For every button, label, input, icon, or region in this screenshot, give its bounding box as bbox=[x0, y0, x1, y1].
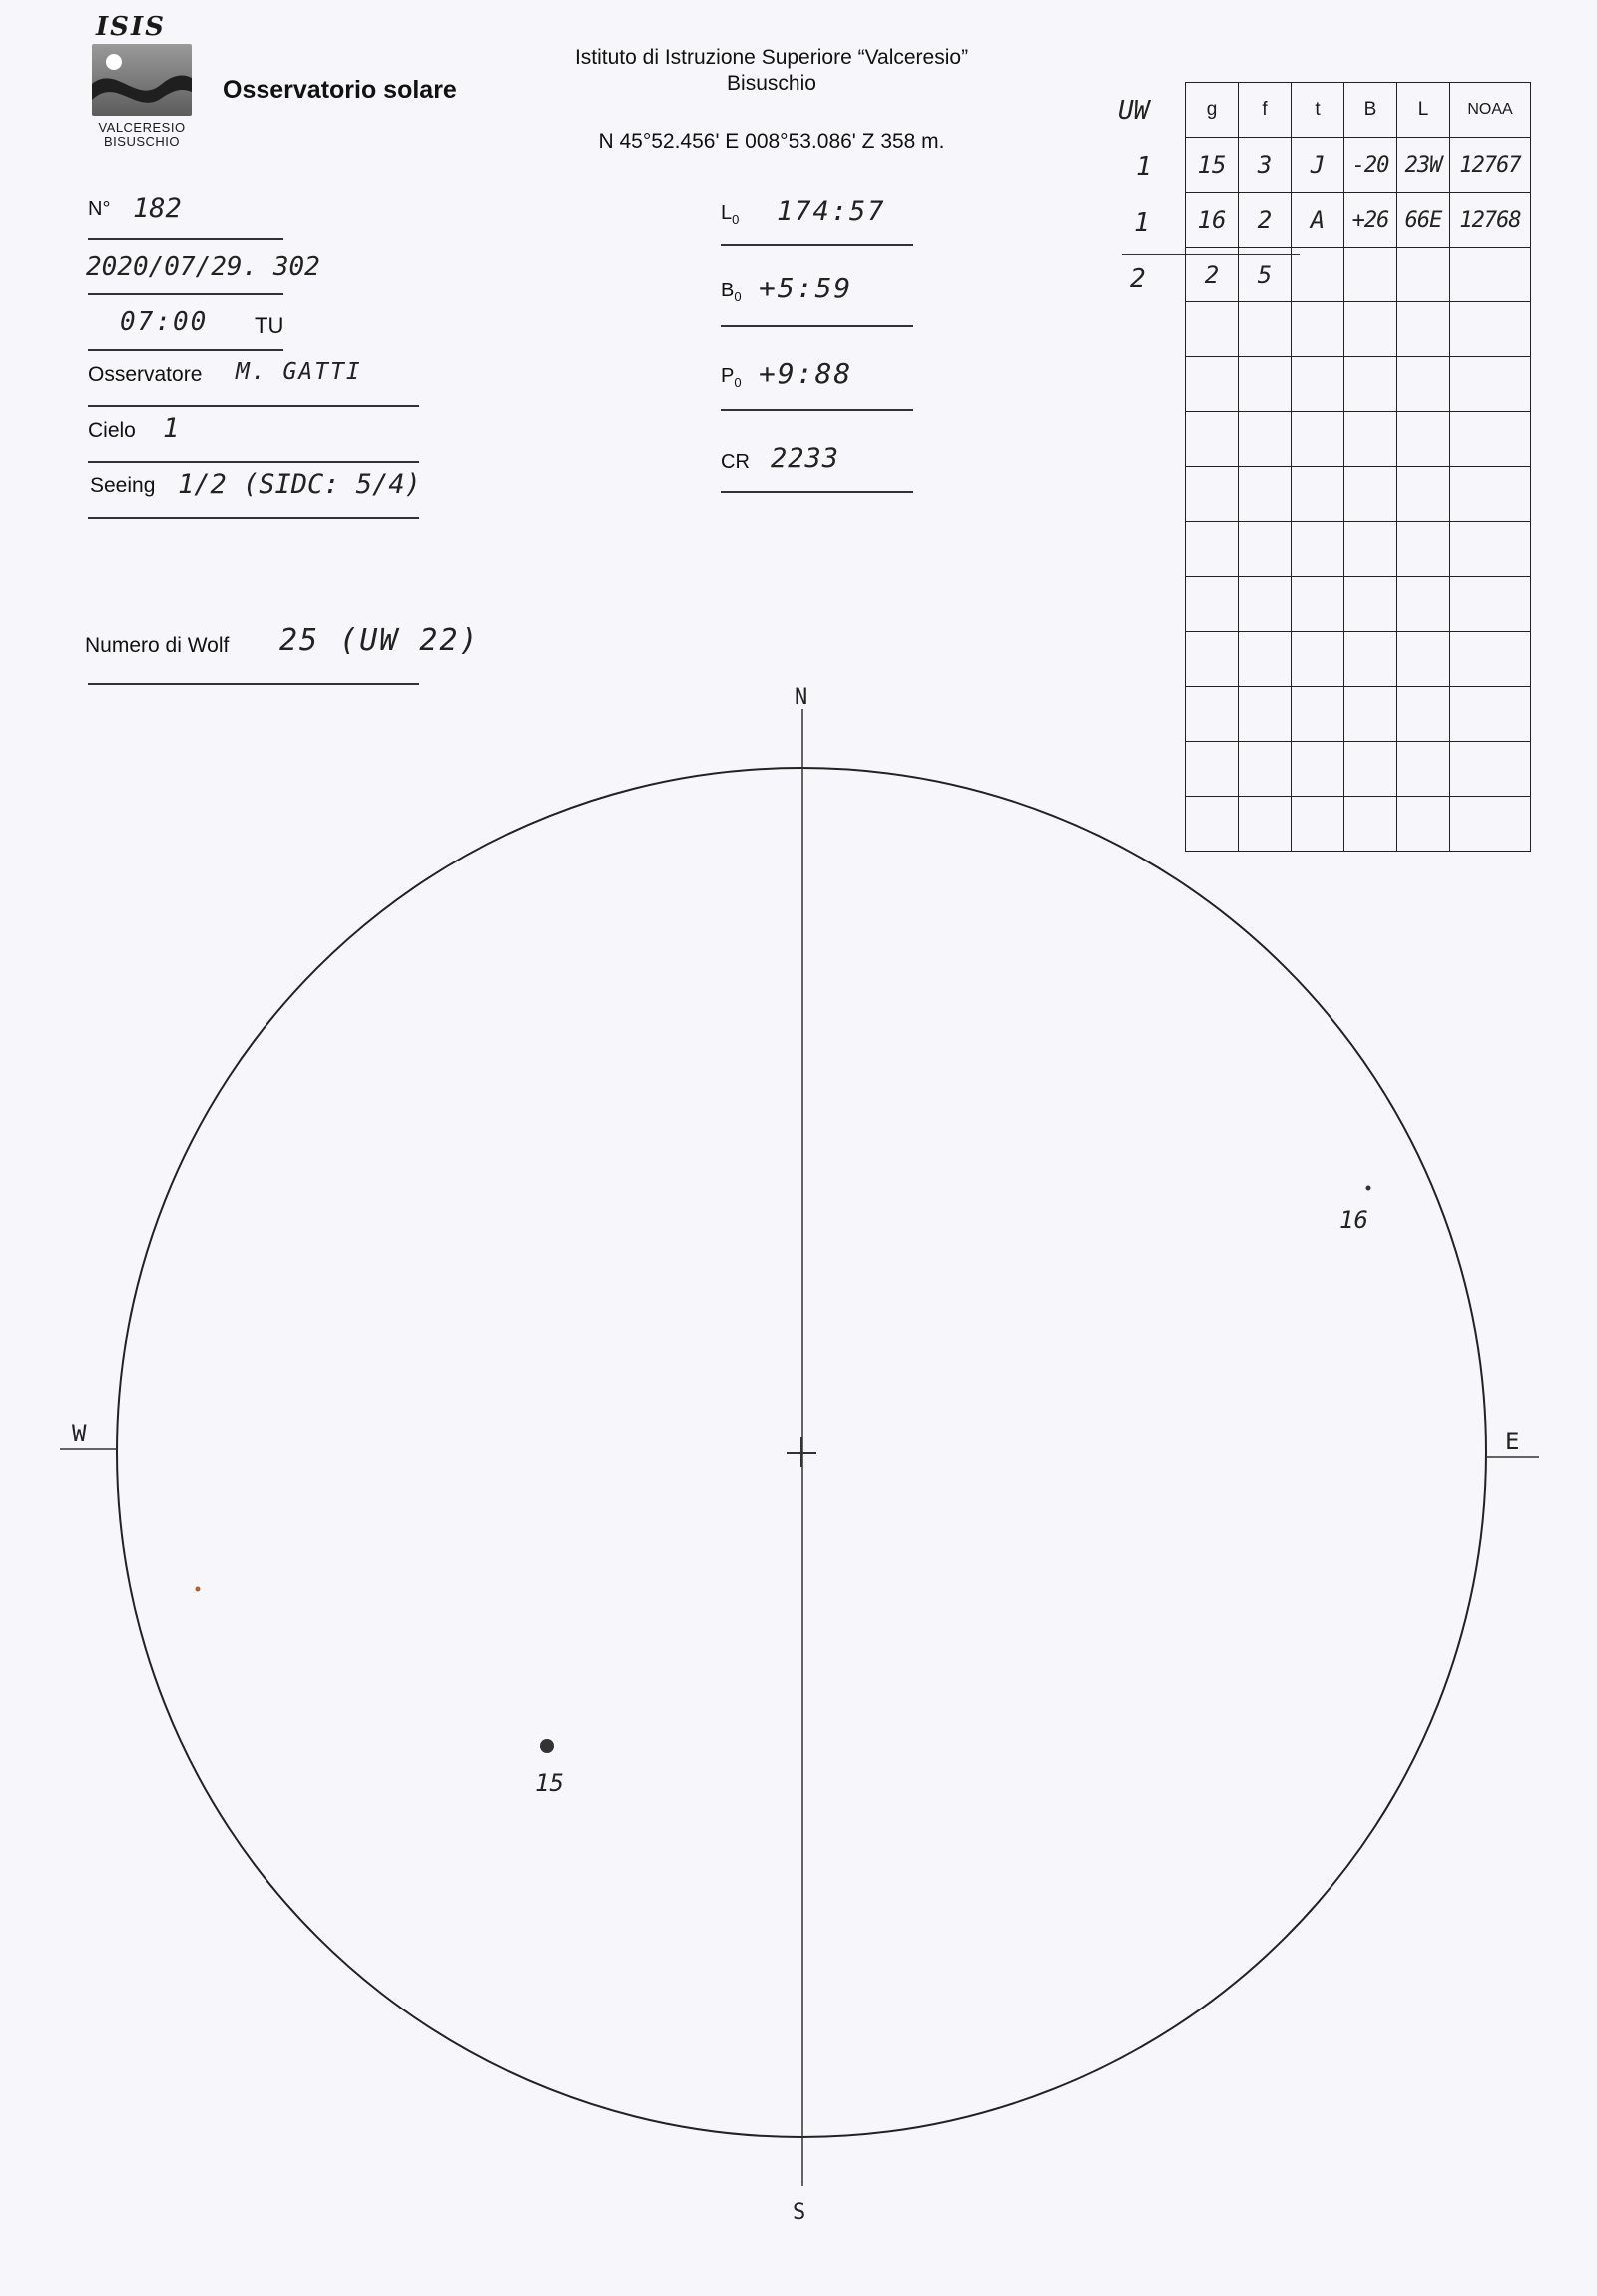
logo-line2: BISUSCHIO bbox=[103, 134, 180, 149]
cell-b: +26 bbox=[1344, 193, 1397, 248]
north-label: N bbox=[795, 685, 808, 710]
l0-value: 174:57 bbox=[777, 196, 886, 227]
cell-f: 2 bbox=[1239, 193, 1292, 248]
seeing-label: Seeing bbox=[90, 474, 156, 497]
date-value: 2020/07/29. 302 bbox=[86, 252, 320, 282]
p0-value: +9:88 bbox=[759, 357, 853, 390]
logo-brand: ISIS bbox=[96, 12, 166, 42]
west-label: W bbox=[72, 1420, 87, 1447]
sunspot-group-15 bbox=[540, 1739, 554, 1753]
cell-g: 16 bbox=[1186, 193, 1239, 248]
sunspot-group-16 bbox=[1366, 1186, 1371, 1191]
sunspot-label-15: 15 bbox=[535, 1769, 564, 1797]
header-f: f bbox=[1239, 83, 1292, 138]
header-l: L bbox=[1397, 83, 1450, 138]
time-suffix: TU bbox=[255, 313, 284, 338]
cell-noaa: 12768 bbox=[1450, 193, 1531, 248]
b0-subscript: 0 bbox=[734, 289, 742, 304]
sky-value: 1 bbox=[163, 413, 180, 444]
east-label: E bbox=[1505, 1428, 1520, 1455]
header-noaa: NOAA bbox=[1450, 83, 1531, 138]
p0-subscript: 0 bbox=[734, 375, 742, 390]
sky-label: Cielo bbox=[88, 419, 136, 442]
cell-g: 15 bbox=[1186, 138, 1239, 193]
seeing-value: 1/2 (SIDC: 5/4) bbox=[178, 469, 421, 500]
number-label: N° bbox=[88, 198, 111, 220]
cell-b: -20 bbox=[1344, 138, 1397, 193]
institute-name: Istituto di Istruzione Superiore “Valceresio” bbox=[574, 46, 969, 69]
l0-letter: L bbox=[721, 202, 733, 224]
uw-row-1: 1 bbox=[1136, 152, 1152, 182]
cell-l: 23W bbox=[1397, 138, 1450, 193]
paper-speck bbox=[196, 1587, 201, 1592]
l0-subscript: 0 bbox=[732, 212, 740, 227]
uw-row-2: 1 bbox=[1134, 208, 1150, 238]
p0-letter: P bbox=[721, 365, 735, 387]
total-f: 5 bbox=[1239, 248, 1292, 302]
cell-l: 66E bbox=[1397, 193, 1450, 248]
south-label: S bbox=[793, 2200, 806, 2225]
cell-noaa: 12767 bbox=[1450, 138, 1531, 193]
cr-value: 2233 bbox=[771, 443, 840, 474]
sunspot-label-16: 16 bbox=[1339, 1206, 1368, 1234]
wolf-value: 25 (UW 22) bbox=[279, 623, 480, 658]
number-value: 182 bbox=[133, 193, 182, 224]
b0-value: +5:59 bbox=[759, 272, 853, 304]
wolf-label: Numero di Wolf bbox=[85, 634, 230, 657]
observer-value: M. GATTI bbox=[236, 359, 362, 385]
total-g: 2 bbox=[1186, 248, 1239, 302]
cell-t: J bbox=[1292, 138, 1344, 193]
institute-city: Bisuschio bbox=[727, 72, 816, 95]
observatory-coordinates: N 45°52.456' E 008°53.086' Z 358 m. bbox=[598, 130, 945, 153]
cell-t: A bbox=[1292, 193, 1344, 248]
header-b: B bbox=[1344, 83, 1397, 138]
logo-line1: VALCERESIO bbox=[98, 120, 186, 135]
time-value: 07:00 bbox=[120, 307, 209, 337]
page-title: Osservatorio solare bbox=[223, 76, 457, 104]
uw-total: 2 bbox=[1130, 264, 1146, 293]
header-g: g bbox=[1186, 83, 1239, 138]
observer-label: Osservatore bbox=[88, 363, 203, 386]
cr-label: CR bbox=[721, 451, 750, 473]
cell-f: 3 bbox=[1239, 138, 1292, 193]
b0-letter: B bbox=[721, 280, 735, 301]
header-t: t bbox=[1292, 83, 1344, 138]
uw-header: UW bbox=[1118, 96, 1150, 126]
